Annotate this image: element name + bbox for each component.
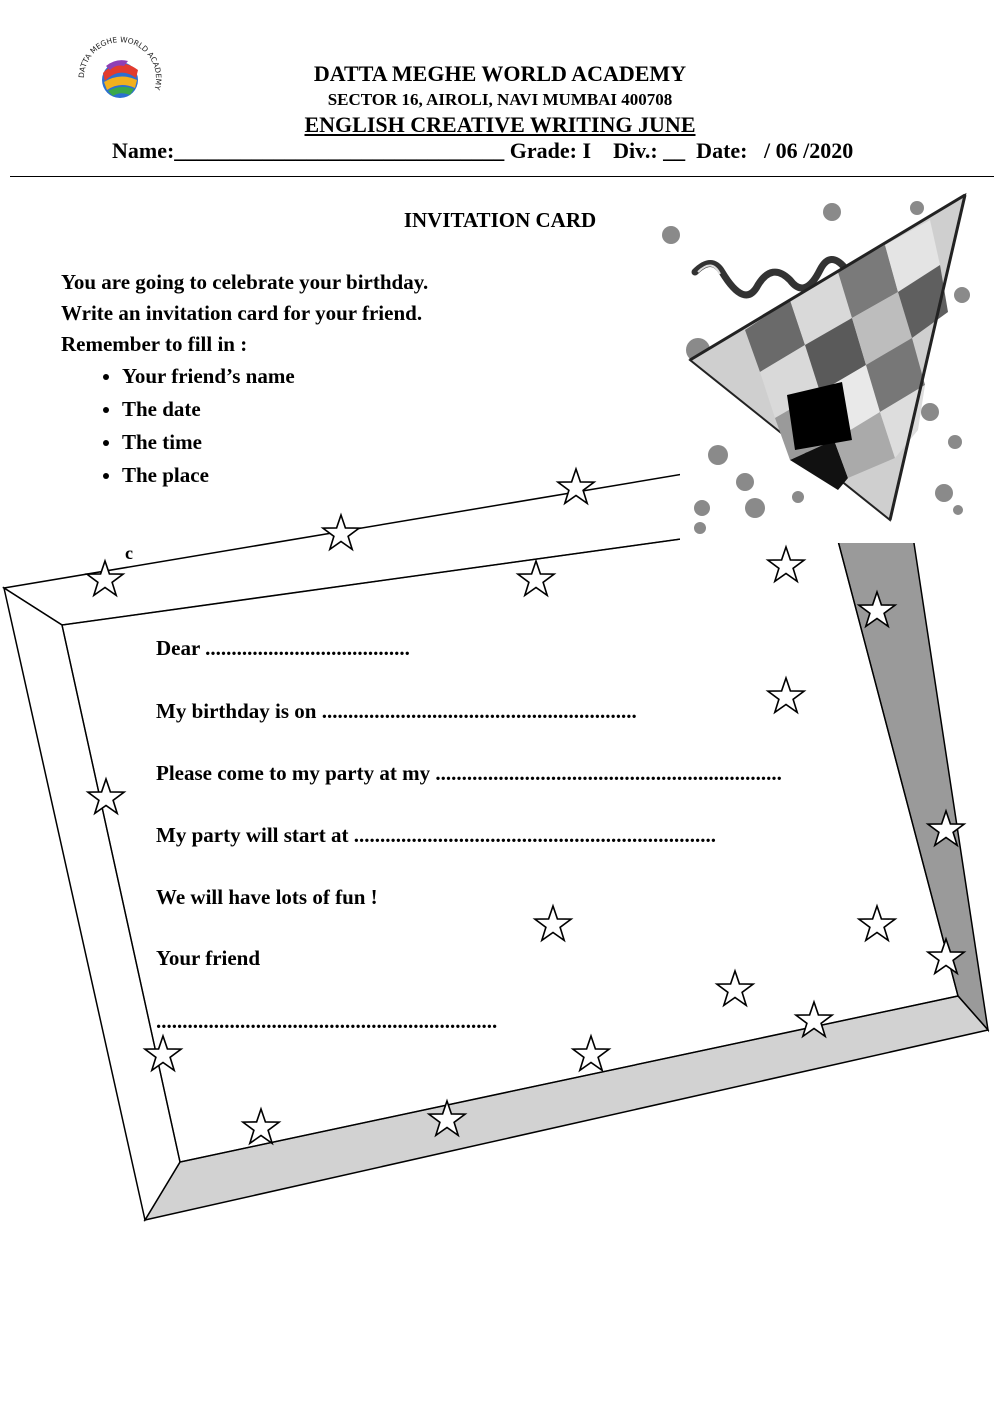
card-greeting-field[interactable]: Dear ....................................... [156,636,410,660]
list-item: • The place [122,459,295,492]
star-icon [768,678,804,712]
instruction-line: Remember to fill in : [61,332,248,356]
card-frame-left [4,588,180,1220]
star-icon [717,971,753,1005]
instruction-line: Write an invitation card for your friend. [61,301,423,325]
logo-lettering: DATTA MEGHE WORLD ACADEMY [76,35,164,92]
worksheet-subject: ENGLISH CREATIVE WRITING JUNE [304,112,696,137]
star-icon [768,547,804,581]
list-item: • The time [122,426,295,459]
school-name: DATTA MEGHE WORLD ACADEMY [313,61,687,86]
card-place-field[interactable]: Please come to my party at my .................................................................. [156,761,782,785]
star-icon [573,1036,609,1070]
star-icon [518,561,554,595]
student-info-line[interactable]: Name:______________________________ Grade: I Div.: __ Date: / 06 /2020 [112,138,854,163]
instruction-line: You are going to celebrate your birthday. [61,270,429,294]
page-title: INVITATION CARD [403,208,597,232]
star-icon [243,1109,279,1143]
star-icon [859,906,895,940]
stray-mark: c [125,543,133,563]
card-fun-line: We will have lots of fun ! [156,885,378,909]
school-address: SECTOR 16, AIROLI, NAVI MUMBAI 400708 [327,90,673,109]
card-closing-line: Your friend [156,946,261,970]
list-item: • The date [122,393,295,426]
card-signature-field[interactable]: ................................................................. [156,1009,498,1033]
list-item: • Your friend’s name [122,360,295,393]
card-time-field[interactable]: My party will start at ..................................................................... [156,823,716,847]
party-hat-icon [662,188,970,543]
star-icon [535,906,571,940]
card-date-field[interactable]: My birthday is on ............................................................ [156,699,637,723]
